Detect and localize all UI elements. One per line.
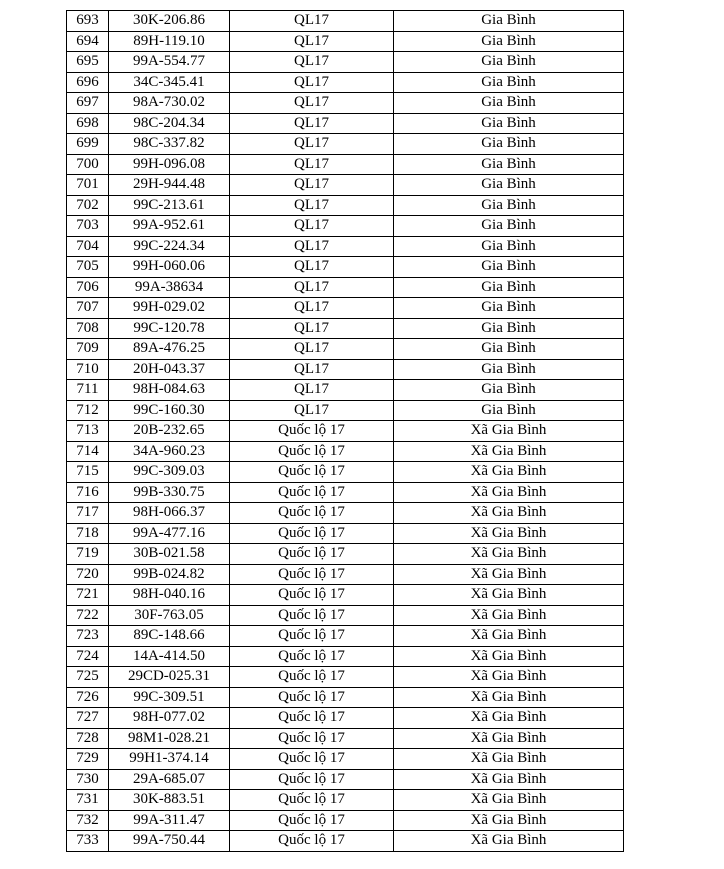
location-cell: Gia Bình (394, 236, 624, 257)
road-cell: Quốc lộ 17 (230, 708, 394, 729)
location-cell: Gia Bình (394, 11, 624, 32)
row-number-cell: 701 (67, 175, 109, 196)
location-cell: Xã Gia Bình (394, 462, 624, 483)
row-number-cell: 719 (67, 544, 109, 565)
location-cell: Xã Gia Bình (394, 626, 624, 647)
row-number-cell: 731 (67, 790, 109, 811)
location-cell: Gia Bình (394, 359, 624, 380)
table-row (67, 769, 624, 790)
table-row (67, 298, 624, 319)
road-cell: QL17 (230, 113, 394, 134)
row-number-cell: 726 (67, 687, 109, 708)
row-number-cell: 716 (67, 482, 109, 503)
location-cell: Xã Gia Bình (394, 667, 624, 688)
row-number-cell: 727 (67, 708, 109, 729)
plate-number-cell: 99C-224.34 (109, 236, 230, 257)
plate-number-cell: 99H1-374.14 (109, 749, 230, 770)
location-cell: Gia Bình (394, 298, 624, 319)
road-cell: Quốc lộ 17 (230, 667, 394, 688)
row-number-cell: 733 (67, 831, 109, 852)
plate-number-cell: 20B-232.65 (109, 421, 230, 442)
location-cell: Xã Gia Bình (394, 605, 624, 626)
table-row (67, 462, 624, 483)
plate-number-cell: 98C-337.82 (109, 134, 230, 155)
location-cell: Xã Gia Bình (394, 503, 624, 524)
table-row (67, 31, 624, 52)
table-row (67, 154, 624, 175)
location-cell: Xã Gia Bình (394, 441, 624, 462)
road-cell: QL17 (230, 359, 394, 380)
table-row (67, 400, 624, 421)
row-number-cell: 714 (67, 441, 109, 462)
plate-number-cell: 99H-029.02 (109, 298, 230, 319)
road-cell: QL17 (230, 11, 394, 32)
table-row (67, 585, 624, 606)
row-number-cell: 694 (67, 31, 109, 52)
location-cell: Gia Bình (394, 31, 624, 52)
plate-number-cell: 99C-120.78 (109, 318, 230, 339)
location-cell: Gia Bình (394, 93, 624, 114)
row-number-cell: 710 (67, 359, 109, 380)
table-row (67, 318, 624, 339)
plate-number-cell: 98H-084.63 (109, 380, 230, 401)
plate-number-cell: 98H-066.37 (109, 503, 230, 524)
location-cell: Gia Bình (394, 257, 624, 278)
road-cell: QL17 (230, 175, 394, 196)
road-cell: QL17 (230, 257, 394, 278)
location-cell: Xã Gia Bình (394, 564, 624, 585)
plate-number-cell: 30K-206.86 (109, 11, 230, 32)
road-cell: QL17 (230, 277, 394, 298)
table-row (67, 113, 624, 134)
table-row (67, 216, 624, 237)
plate-number-cell: 34C-345.41 (109, 72, 230, 93)
road-cell: QL17 (230, 339, 394, 360)
table-row (67, 626, 624, 647)
row-number-cell: 706 (67, 277, 109, 298)
row-number-cell: 712 (67, 400, 109, 421)
road-cell: Quốc lộ 17 (230, 626, 394, 647)
table-row (67, 277, 624, 298)
row-number-cell: 698 (67, 113, 109, 134)
plate-number-cell: 99A-477.16 (109, 523, 230, 544)
row-number-cell: 721 (67, 585, 109, 606)
road-cell: Quốc lộ 17 (230, 421, 394, 442)
road-cell: Quốc lộ 17 (230, 441, 394, 462)
location-cell: Xã Gia Bình (394, 831, 624, 852)
table-row (67, 72, 624, 93)
road-cell: QL17 (230, 195, 394, 216)
plate-number-cell: 99C-213.61 (109, 195, 230, 216)
road-cell: Quốc lộ 17 (230, 544, 394, 565)
road-cell: Quốc lộ 17 (230, 646, 394, 667)
row-number-cell: 709 (67, 339, 109, 360)
plate-number-cell: 99C-309.51 (109, 687, 230, 708)
road-cell: Quốc lộ 17 (230, 687, 394, 708)
row-number-cell: 720 (67, 564, 109, 585)
plate-number-cell: 99A-750.44 (109, 831, 230, 852)
road-cell: Quốc lộ 17 (230, 462, 394, 483)
table-row (67, 11, 624, 32)
table-row (67, 503, 624, 524)
row-number-cell: 725 (67, 667, 109, 688)
location-cell: Gia Bình (394, 113, 624, 134)
plate-number-cell: 29CD-025.31 (109, 667, 230, 688)
plate-number-cell: 89H-119.10 (109, 31, 230, 52)
table-row (67, 810, 624, 831)
plate-number-cell: 98M1-028.21 (109, 728, 230, 749)
plate-number-cell: 99H-060.06 (109, 257, 230, 278)
row-number-cell: 713 (67, 421, 109, 442)
location-cell: Xã Gia Bình (394, 769, 624, 790)
road-cell: QL17 (230, 93, 394, 114)
table-row (67, 441, 624, 462)
table-row (67, 421, 624, 442)
row-number-cell: 718 (67, 523, 109, 544)
location-cell: Xã Gia Bình (394, 544, 624, 565)
location-cell: Gia Bình (394, 195, 624, 216)
row-number-cell: 700 (67, 154, 109, 175)
plate-number-cell: 34A-960.23 (109, 441, 230, 462)
road-cell: Quốc lộ 17 (230, 769, 394, 790)
row-number-cell: 697 (67, 93, 109, 114)
road-cell: Quốc lộ 17 (230, 831, 394, 852)
location-cell: Gia Bình (394, 400, 624, 421)
location-cell: Gia Bình (394, 154, 624, 175)
road-cell: QL17 (230, 72, 394, 93)
table-row (67, 564, 624, 585)
plate-number-cell: 99H-096.08 (109, 154, 230, 175)
row-number-cell: 699 (67, 134, 109, 155)
violation-table (66, 10, 624, 852)
plate-number-cell: 98A-730.02 (109, 93, 230, 114)
row-number-cell: 732 (67, 810, 109, 831)
road-cell: Quốc lộ 17 (230, 503, 394, 524)
location-cell: Xã Gia Bình (394, 810, 624, 831)
location-cell: Gia Bình (394, 216, 624, 237)
table-row (67, 257, 624, 278)
table-row (67, 667, 624, 688)
row-number-cell: 708 (67, 318, 109, 339)
plate-number-cell: 29A-685.07 (109, 769, 230, 790)
plate-number-cell: 98C-204.34 (109, 113, 230, 134)
plate-number-cell: 99A-311.47 (109, 810, 230, 831)
location-cell: Xã Gia Bình (394, 482, 624, 503)
table-row (67, 790, 624, 811)
plate-number-cell: 14A-414.50 (109, 646, 230, 667)
plate-number-cell: 89A-476.25 (109, 339, 230, 360)
location-cell: Gia Bình (394, 52, 624, 73)
table-row (67, 339, 624, 360)
plate-number-cell: 30K-883.51 (109, 790, 230, 811)
road-cell: QL17 (230, 318, 394, 339)
row-number-cell: 704 (67, 236, 109, 257)
location-cell: Gia Bình (394, 72, 624, 93)
location-cell: Xã Gia Bình (394, 749, 624, 770)
road-cell: QL17 (230, 134, 394, 155)
location-cell: Xã Gia Bình (394, 585, 624, 606)
table-row (67, 175, 624, 196)
road-cell: QL17 (230, 400, 394, 421)
table-row (67, 52, 624, 73)
row-number-cell: 729 (67, 749, 109, 770)
table-body (67, 11, 624, 852)
plate-number-cell: 30B-021.58 (109, 544, 230, 565)
table-row (67, 482, 624, 503)
table-row (67, 195, 624, 216)
road-cell: QL17 (230, 380, 394, 401)
plate-number-cell: 99B-330.75 (109, 482, 230, 503)
plate-number-cell: 29H-944.48 (109, 175, 230, 196)
plate-number-cell: 99B-024.82 (109, 564, 230, 585)
row-number-cell: 693 (67, 11, 109, 32)
location-cell: Gia Bình (394, 134, 624, 155)
plate-number-cell: 20H-043.37 (109, 359, 230, 380)
table-row (67, 134, 624, 155)
row-number-cell: 695 (67, 52, 109, 73)
table-row (67, 749, 624, 770)
road-cell: Quốc lộ 17 (230, 482, 394, 503)
table-row (67, 605, 624, 626)
row-number-cell: 730 (67, 769, 109, 790)
road-cell: QL17 (230, 298, 394, 319)
table-row (67, 544, 624, 565)
location-cell: Xã Gia Bình (394, 421, 624, 442)
table-row (67, 236, 624, 257)
road-cell: Quốc lộ 17 (230, 810, 394, 831)
road-cell: Quốc lộ 17 (230, 564, 394, 585)
location-cell: Xã Gia Bình (394, 646, 624, 667)
road-cell: Quốc lộ 17 (230, 790, 394, 811)
location-cell: Xã Gia Bình (394, 708, 624, 729)
road-cell: QL17 (230, 154, 394, 175)
road-cell: QL17 (230, 52, 394, 73)
row-number-cell: 707 (67, 298, 109, 319)
table-row (67, 831, 624, 852)
table-row (67, 646, 624, 667)
location-cell: Xã Gia Bình (394, 523, 624, 544)
plate-number-cell: 99C-160.30 (109, 400, 230, 421)
table-row (67, 708, 624, 729)
row-number-cell: 724 (67, 646, 109, 667)
plate-number-cell: 89C-148.66 (109, 626, 230, 647)
road-cell: Quốc lộ 17 (230, 605, 394, 626)
plate-number-cell: 30F-763.05 (109, 605, 230, 626)
row-number-cell: 715 (67, 462, 109, 483)
table-row (67, 523, 624, 544)
location-cell: Gia Bình (394, 318, 624, 339)
row-number-cell: 696 (67, 72, 109, 93)
plate-number-cell: 99A-38634 (109, 277, 230, 298)
location-cell: Xã Gia Bình (394, 790, 624, 811)
table-row (67, 687, 624, 708)
row-number-cell: 722 (67, 605, 109, 626)
road-cell: QL17 (230, 216, 394, 237)
row-number-cell: 702 (67, 195, 109, 216)
plate-number-cell: 99C-309.03 (109, 462, 230, 483)
row-number-cell: 723 (67, 626, 109, 647)
road-cell: QL17 (230, 31, 394, 52)
row-number-cell: 728 (67, 728, 109, 749)
location-cell: Xã Gia Bình (394, 687, 624, 708)
plate-number-cell: 99A-952.61 (109, 216, 230, 237)
table-row (67, 359, 624, 380)
row-number-cell: 711 (67, 380, 109, 401)
plate-number-cell: 98H-077.02 (109, 708, 230, 729)
location-cell: Gia Bình (394, 380, 624, 401)
road-cell: QL17 (230, 236, 394, 257)
location-cell: Gia Bình (394, 277, 624, 298)
road-cell: Quốc lộ 17 (230, 523, 394, 544)
table-row (67, 728, 624, 749)
location-cell: Xã Gia Bình (394, 728, 624, 749)
road-cell: Quốc lộ 17 (230, 749, 394, 770)
table-row (67, 380, 624, 401)
plate-number-cell: 99A-554.77 (109, 52, 230, 73)
table-row (67, 93, 624, 114)
location-cell: Gia Bình (394, 339, 624, 360)
road-cell: Quốc lộ 17 (230, 728, 394, 749)
row-number-cell: 703 (67, 216, 109, 237)
location-cell: Gia Bình (394, 175, 624, 196)
row-number-cell: 705 (67, 257, 109, 278)
row-number-cell: 717 (67, 503, 109, 524)
road-cell: Quốc lộ 17 (230, 585, 394, 606)
plate-number-cell: 98H-040.16 (109, 585, 230, 606)
